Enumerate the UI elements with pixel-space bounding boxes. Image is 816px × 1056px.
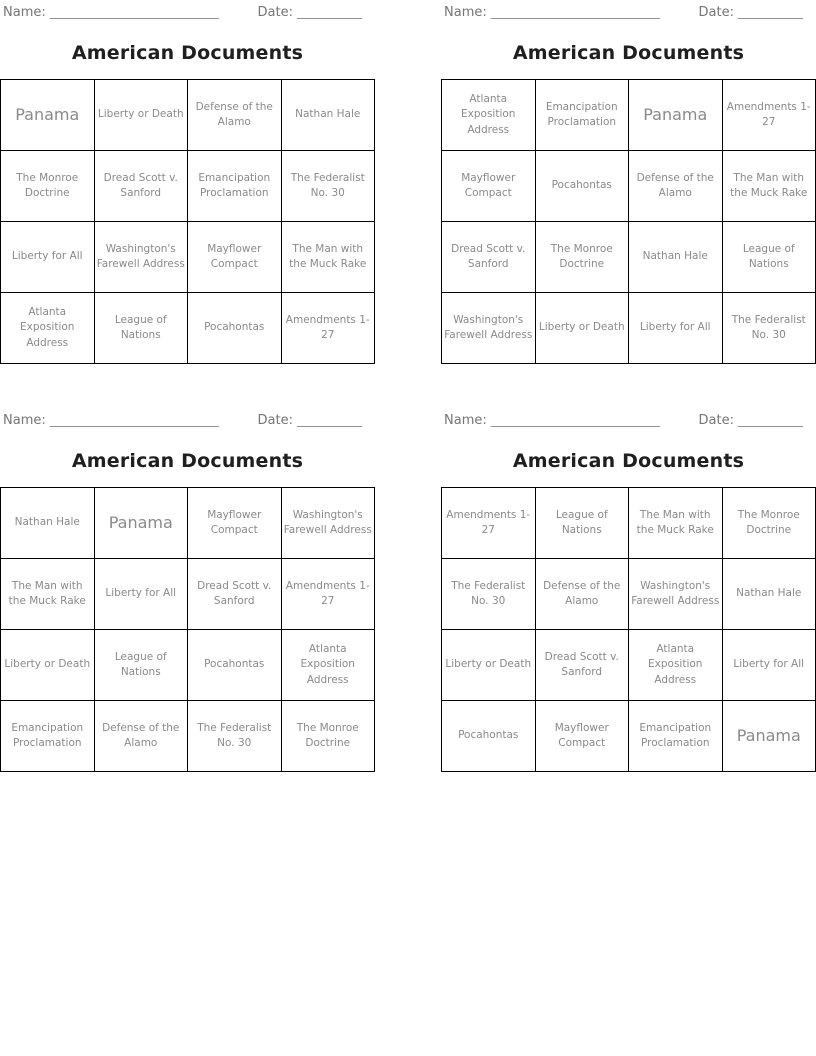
- bingo-cell: The Monroe Doctrine: [722, 488, 816, 559]
- bingo-cell: Liberty for All: [629, 293, 723, 364]
- bingo-row: [1, 222, 375, 293]
- bingo-cell: Pocahontas: [188, 293, 282, 364]
- bingo-cell: The Man with the Muck Rake: [281, 222, 375, 293]
- bingo-row: [1, 488, 375, 559]
- bingo-cell: The Monroe Doctrine: [281, 701, 375, 772]
- bingo-cell: Amendments 1-27: [281, 559, 375, 630]
- name-blank-line: __________________________: [49, 413, 219, 428]
- name-field: [444, 5, 660, 20]
- bingo-cell: Panama: [1, 80, 95, 151]
- bingo-row: [442, 293, 816, 364]
- bingo-cell: Washington's Farewell Address: [281, 488, 375, 559]
- bingo-cell: Dread Scott v. Sanford: [535, 630, 629, 701]
- name-field: [3, 5, 219, 20]
- name-field: [444, 413, 660, 428]
- bingo-cell: Dread Scott v. Sanford: [188, 559, 282, 630]
- bingo-cell: The Federalist No. 30: [722, 293, 816, 364]
- bingo-cell: Washington's Farewell Address: [94, 222, 188, 293]
- bingo-row: [442, 701, 816, 772]
- bingo-grid: [441, 79, 816, 364]
- bingo-cell: The Monroe Doctrine: [535, 222, 629, 293]
- bingo-cell: Mayflower Compact: [535, 701, 629, 772]
- date-field: [258, 5, 362, 20]
- bingo-cell: Liberty or Death: [94, 80, 188, 151]
- bingo-cell: Defense of the Alamo: [629, 151, 723, 222]
- bingo-cell: Liberty for All: [722, 630, 816, 701]
- bingo-grid: [441, 487, 816, 772]
- bingo-cell: Defense of the Alamo: [188, 80, 282, 151]
- bingo-cell: Nathan Hale: [722, 559, 816, 630]
- bingo-cell: The Monroe Doctrine: [1, 151, 95, 222]
- card-header: [0, 0, 375, 20]
- date-field: [699, 5, 803, 20]
- bingo-row: [1, 151, 375, 222]
- bingo-row: [442, 559, 816, 630]
- date-blank-line: __________: [297, 5, 362, 20]
- bingo-row: [1, 293, 375, 364]
- bingo-cell: Pocahontas: [188, 630, 282, 701]
- bingo-cell: The Federalist No. 30: [188, 701, 282, 772]
- bingo-cell: Liberty or Death: [535, 293, 629, 364]
- date-blank-line: __________: [738, 5, 803, 20]
- bingo-row: [1, 701, 375, 772]
- name-label: Name:: [444, 413, 487, 428]
- bingo-row: [442, 80, 816, 151]
- bingo-cell: Panama: [629, 80, 723, 151]
- date-label: Date:: [698, 413, 734, 428]
- date-field: [258, 413, 362, 428]
- bingo-cell: Nathan Hale: [1, 488, 95, 559]
- bingo-cell: Pocahontas: [442, 701, 536, 772]
- bingo-cell: Emancipation Proclamation: [1, 701, 95, 772]
- name-field: [3, 413, 219, 428]
- bingo-cell: League of Nations: [722, 222, 816, 293]
- bingo-row: [1, 630, 375, 701]
- bingo-cell: Atlanta Exposition Address: [281, 630, 375, 701]
- name-label: Name:: [444, 5, 487, 20]
- bingo-cell: Liberty or Death: [1, 630, 95, 701]
- bingo-cell: The Federalist No. 30: [281, 151, 375, 222]
- bingo-grid: [0, 79, 375, 364]
- date-label: Date:: [257, 5, 293, 20]
- bingo-cell: Mayflower Compact: [188, 222, 282, 293]
- bingo-cell: Nathan Hale: [629, 222, 723, 293]
- bingo-row: [442, 151, 816, 222]
- name-blank-line: __________________________: [49, 5, 219, 20]
- card-header: [441, 408, 816, 428]
- bingo-cell: Mayflower Compact: [442, 151, 536, 222]
- bingo-row: [442, 488, 816, 559]
- bingo-cell: The Federalist No. 30: [442, 559, 536, 630]
- bingo-cell: Liberty for All: [94, 559, 188, 630]
- bingo-cell: Panama: [94, 488, 188, 559]
- bingo-cell: Panama: [722, 701, 816, 772]
- bingo-card-bottom-right: [441, 408, 816, 772]
- bingo-cell: League of Nations: [94, 630, 188, 701]
- bingo-cell: Amendments 1-27: [722, 80, 816, 151]
- bingo-cell: League of Nations: [94, 293, 188, 364]
- name-label: Name:: [3, 5, 46, 20]
- bingo-cell: Defense of the Alamo: [94, 701, 188, 772]
- card-title: American Documents: [512, 450, 745, 472]
- bingo-cell: Atlanta Exposition Address: [442, 80, 536, 151]
- bingo-card-top-right: [441, 0, 816, 364]
- bingo-row: [1, 559, 375, 630]
- bingo-cell: Atlanta Exposition Address: [629, 630, 723, 701]
- bingo-cell: Emancipation Proclamation: [629, 701, 723, 772]
- card-title: American Documents: [71, 42, 304, 64]
- name-label: Name:: [3, 413, 46, 428]
- bingo-cell: Pocahontas: [535, 151, 629, 222]
- bingo-row: [1, 80, 375, 151]
- bingo-cell: Washington's Farewell Address: [629, 559, 723, 630]
- bingo-card-bottom-left: [0, 408, 375, 772]
- card-title: American Documents: [71, 450, 304, 472]
- bingo-row: [442, 222, 816, 293]
- bingo-cell: Emancipation Proclamation: [188, 151, 282, 222]
- bingo-cell: Amendments 1-27: [281, 293, 375, 364]
- bingo-cell: The Man with the Muck Rake: [629, 488, 723, 559]
- date-blank-line: __________: [738, 413, 803, 428]
- card-header: [441, 0, 816, 20]
- card-header: [0, 408, 375, 428]
- bingo-cell: The Man with the Muck Rake: [722, 151, 816, 222]
- bingo-cell: Liberty or Death: [442, 630, 536, 701]
- bingo-cell: Washington's Farewell Address: [442, 293, 536, 364]
- bingo-cell: League of Nations: [535, 488, 629, 559]
- date-field: [699, 413, 803, 428]
- date-label: Date:: [257, 413, 293, 428]
- bingo-cell: Dread Scott v. Sanford: [442, 222, 536, 293]
- date-label: Date:: [698, 5, 734, 20]
- bingo-row: [442, 630, 816, 701]
- bingo-cell: Defense of the Alamo: [535, 559, 629, 630]
- bingo-cell: Mayflower Compact: [188, 488, 282, 559]
- bingo-cell: Liberty for All: [1, 222, 95, 293]
- bingo-cell: Dread Scott v. Sanford: [94, 151, 188, 222]
- bingo-cell: Nathan Hale: [281, 80, 375, 151]
- bingo-cell: Amendments 1-27: [442, 488, 536, 559]
- date-blank-line: __________: [297, 413, 362, 428]
- name-blank-line: __________________________: [490, 5, 660, 20]
- bingo-card-top-left: [0, 0, 375, 364]
- card-title: American Documents: [512, 42, 745, 64]
- bingo-grid: [0, 487, 375, 772]
- bingo-cell: Atlanta Exposition Address: [1, 293, 95, 364]
- bingo-cell: Emancipation Proclamation: [535, 80, 629, 151]
- bingo-cell: The Man with the Muck Rake: [1, 559, 95, 630]
- name-blank-line: __________________________: [490, 413, 660, 428]
